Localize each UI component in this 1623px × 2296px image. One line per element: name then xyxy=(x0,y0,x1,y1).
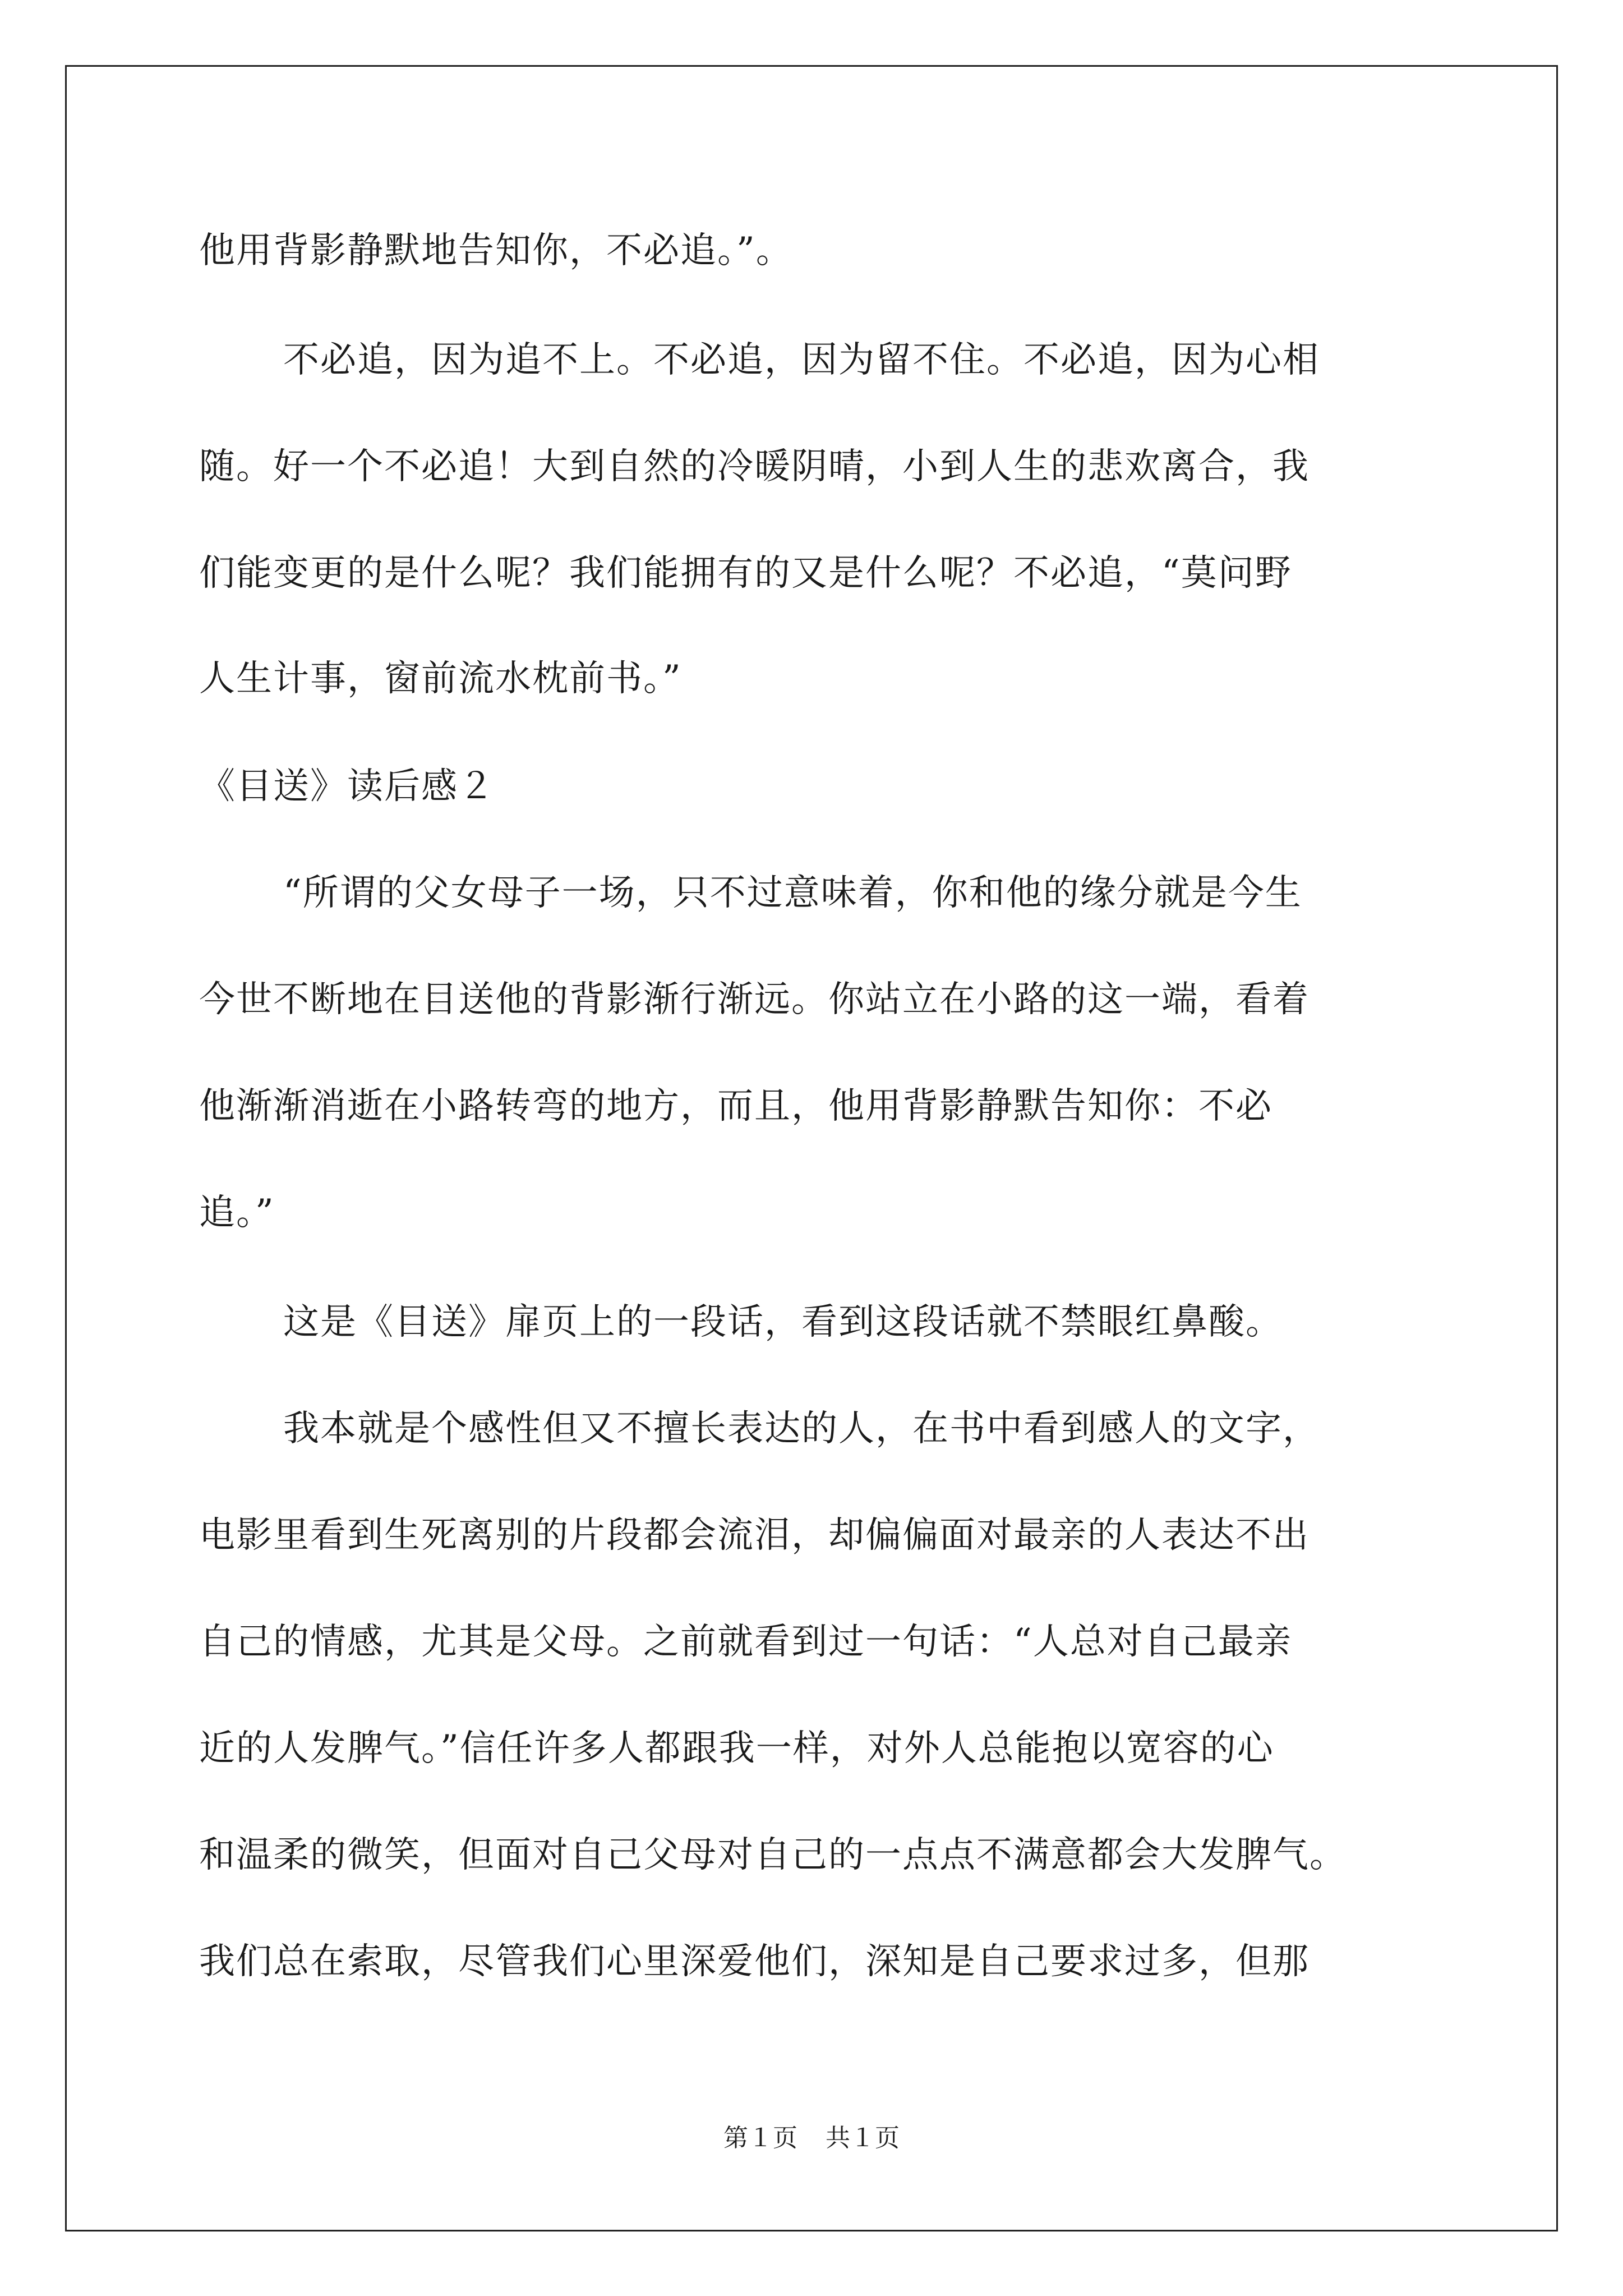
text-line: “所谓的父女母子一场，只不过意味着，你和他的缘分就是今生 xyxy=(283,872,1302,914)
section-heading: 《目送》读后感２ xyxy=(199,766,495,807)
text-line: 随。好一个不必追！大到自然的冷暖阴晴，小到人生的悲欢离合，我 xyxy=(199,446,1310,487)
text-line: 追。” xyxy=(199,1192,275,1234)
text-line: 我本就是个感性但又不擅长表达的人，在书中看到感人的文字， xyxy=(283,1408,1320,1450)
text-line: 们能变更的是什么呢？我们能拥有的又是什么呢？不必追，“莫问野 xyxy=(199,553,1292,594)
text-line: 他渐渐消逝在小路转弯的地方，而且，他用背影静默告知你：不必 xyxy=(199,1085,1272,1127)
text-line: 人生计事，窗前流水枕前书。” xyxy=(199,658,682,700)
text-line: 他用背影静默地告知你，不必追。”。 xyxy=(199,230,793,272)
text-line: 近的人发脾气。”信任许多人都跟我一样，对外人总能抱以宽容的心 xyxy=(199,1728,1274,1769)
page-total: 共１页 xyxy=(826,2124,900,2152)
page-footer xyxy=(0,2126,1623,2151)
text-line: 我们总在索取，尽管我们心里深爱他们，深知是自己要求过多，但那 xyxy=(199,1941,1310,1982)
text-line: 这是《目送》扉页上的一段话，看到这段话就不禁眼红鼻酸。 xyxy=(283,1301,1283,1343)
text-line: 电影里看到生死离别的片段都会流泪，却偏偏面对最亲的人表达不出 xyxy=(199,1515,1310,1556)
text-line: 今世不断地在目送他的背影渐行渐远。你站立在小路的这一端，看着 xyxy=(199,979,1310,1020)
text-line: 和温柔的微笑，但面对自己父母对自己的一点点不满意都会大发脾气。 xyxy=(199,1834,1347,1876)
text-line: 自己的情感，尤其是父母。之前就看到过一句话：“人总对自己最亲 xyxy=(199,1621,1292,1663)
page-number: 第１页 xyxy=(723,2124,797,2152)
text-line: 不必追，因为追不上。不必追，因为留不住。不必追，因为心相 xyxy=(283,339,1320,381)
page-frame xyxy=(65,65,1558,2231)
